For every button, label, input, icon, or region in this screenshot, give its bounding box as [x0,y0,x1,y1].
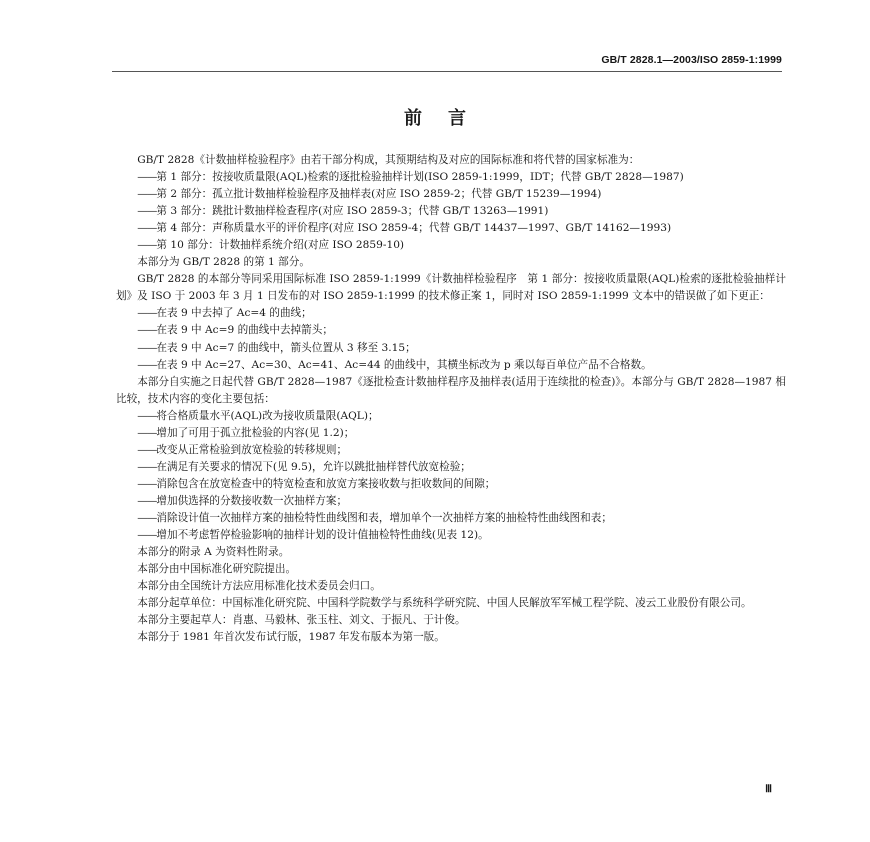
dash-mark: —— [137,529,157,542]
list-item [116,169,786,186]
list-item [116,527,786,544]
list-item-text: 消除包含在放宽检查中的特宽检查和放宽方案接收数与拒收数间的间隙； [156,477,496,490]
dash-mark: —— [137,341,157,354]
dash-mark: —— [137,477,157,490]
paragraph: 本部分的附录 A 为资料性附录。 [137,546,290,559]
page-title: 前言 [404,108,492,129]
list-item [116,408,786,425]
list-item [116,220,786,237]
dash-mark: —— [137,494,157,507]
list-item-text: 增加供选择的分数接收数一次抽样方案； [156,494,348,507]
list-item [116,322,786,339]
paragraph: 本部分由中国标准化研究院提出。 [137,563,297,576]
paragraph: 本部分起草单位：中国标准化研究院、中国科学院数学与系统科学研究院、中国人民解放军军械工程学院、凌云工业股份有限公司。 [137,597,752,610]
dash-mark: —— [137,222,157,235]
dash-mark: —— [137,443,157,456]
header-rule [112,71,782,72]
list-item-text: 增加不考虑暂停检验影响的抽样计划的设计值抽检特性曲线(见表 12)。 [156,529,489,542]
list-item-text: 消除设计值一次抽样方案的抽检特性曲线图和表，增加单个一次抽样方案的抽检特性曲线图和表； [156,511,612,524]
list-item-text: 第 2 部分：孤立批计数抽样检验程序及抽样表(对应 ISO 2859-2；代替 GB/T 15239—1994) [156,188,602,201]
dash-mark: —— [137,188,157,201]
dash-mark: —— [137,426,157,439]
list-item-text: 在表 9 中 Ac=9 的曲线中去掉箭头； [156,324,333,337]
paragraph: GB/T 2828 的本部分等同采用国际标准 ISO 2859-1:1999《计数抽样检验程序 第 1 部分：按接收质量限(AQL)检索的逐批检验抽样计划》及 ISO 于 2003 年 3 月 1 日发布的对 ISO 2859-1:1999 的技术修正案 1，同时对 ISO 2859-1:1999 文本中的错误做了如下更正： [116,273,786,303]
paragraph: 本部分自实施之日起代替 GB/T 2828—1987《逐批检查计数抽样程序及抽样表(适用于连续批的检查)》。本部分与 GB/T 2828—1987 相比较，技术内容的变化主要包括： [116,375,786,405]
list-item [116,425,786,442]
list-item-text: 增加了可用于孤立批检验的内容(见 1.2)； [156,426,355,439]
list-item-text: 第 3 部分：跳批计数抽样检查程序(对应 ISO 2859-3；代替 GB/T 13263—1991) [156,205,549,218]
dash-mark: —— [137,205,157,218]
list-item [116,510,786,527]
list-item-text: 第 4 部分：声称质量水平的评价程序(对应 ISO 2859-4；代替 GB/T 14437—1997、GB/T 14162—1993) [156,222,672,235]
list-item [116,203,786,220]
dash-mark: —— [137,307,157,320]
list-item [116,237,786,254]
list-item-text: 在表 9 中 Ac=27、Ac=30、Ac=41、Ac=44 的曲线中，其横坐标改为 p 乘以每百单位产品不合格数。 [156,358,652,371]
dash-mark: —— [137,239,157,252]
list-item-text: 将合格质量水平(AQL)改为接收质量限(AQL)； [156,409,379,422]
list-item [116,442,786,459]
paragraph: 本部分由全国统计方法应用标准化技术委员会归口。 [137,580,381,593]
dash-mark: —— [137,358,157,371]
list-item [116,186,786,203]
list-item-text: 改变从正常检验到放宽检验的转移规则； [156,443,348,456]
list-item [116,476,786,493]
list-item-text: 第 1 部分：按接收质量限(AQL)检索的逐批检验抽样计划(ISO 2859-1:1999，IDT；代替 GB/T 2828—1987) [156,171,684,184]
list-item [116,459,786,476]
list-item-text: 第 10 部分：计数抽样系统介绍(对应 ISO 2859-10) [156,239,405,252]
dash-mark: —— [137,460,157,473]
paragraph: 本部分为 GB/T 2828 的第 1 部分。 [137,256,310,269]
standard-code: GB/T 2828.1—2003/ISO 2859-1:1999 [601,54,782,66]
document-body [116,152,786,646]
list-item [116,493,786,510]
dash-mark: —— [137,511,157,524]
paragraph: 本部分于 1981 年首次发布试行版，1987 年发布版本为第一版。 [137,631,445,644]
paragraph: 本部分主要起草人：肖惠、马毅林、张玉柱、刘文、于振凡、于计俊。 [137,614,466,627]
paragraph: GB/T 2828《计数抽样检验程序》由若干部分构成，其预期结构及对应的国际标准和将代替的国家标准为： [137,154,640,166]
list-item-text: 在表 9 中去掉了 Ac=4 的曲线； [156,307,312,320]
dash-mark: —— [137,324,157,337]
list-item [116,305,786,322]
list-item [116,340,786,357]
page-number: Ⅲ [765,784,772,795]
list-item-text: 在满足有关要求的情况下(见 9.5)，允许以跳批抽样替代放宽检验； [156,460,471,473]
dash-mark: —— [137,409,157,422]
dash-mark: —— [137,171,157,184]
list-item [116,357,786,374]
list-item-text: 在表 9 中 Ac=7 的曲线中，箭头位置从 3 移至 3.15； [156,341,416,354]
